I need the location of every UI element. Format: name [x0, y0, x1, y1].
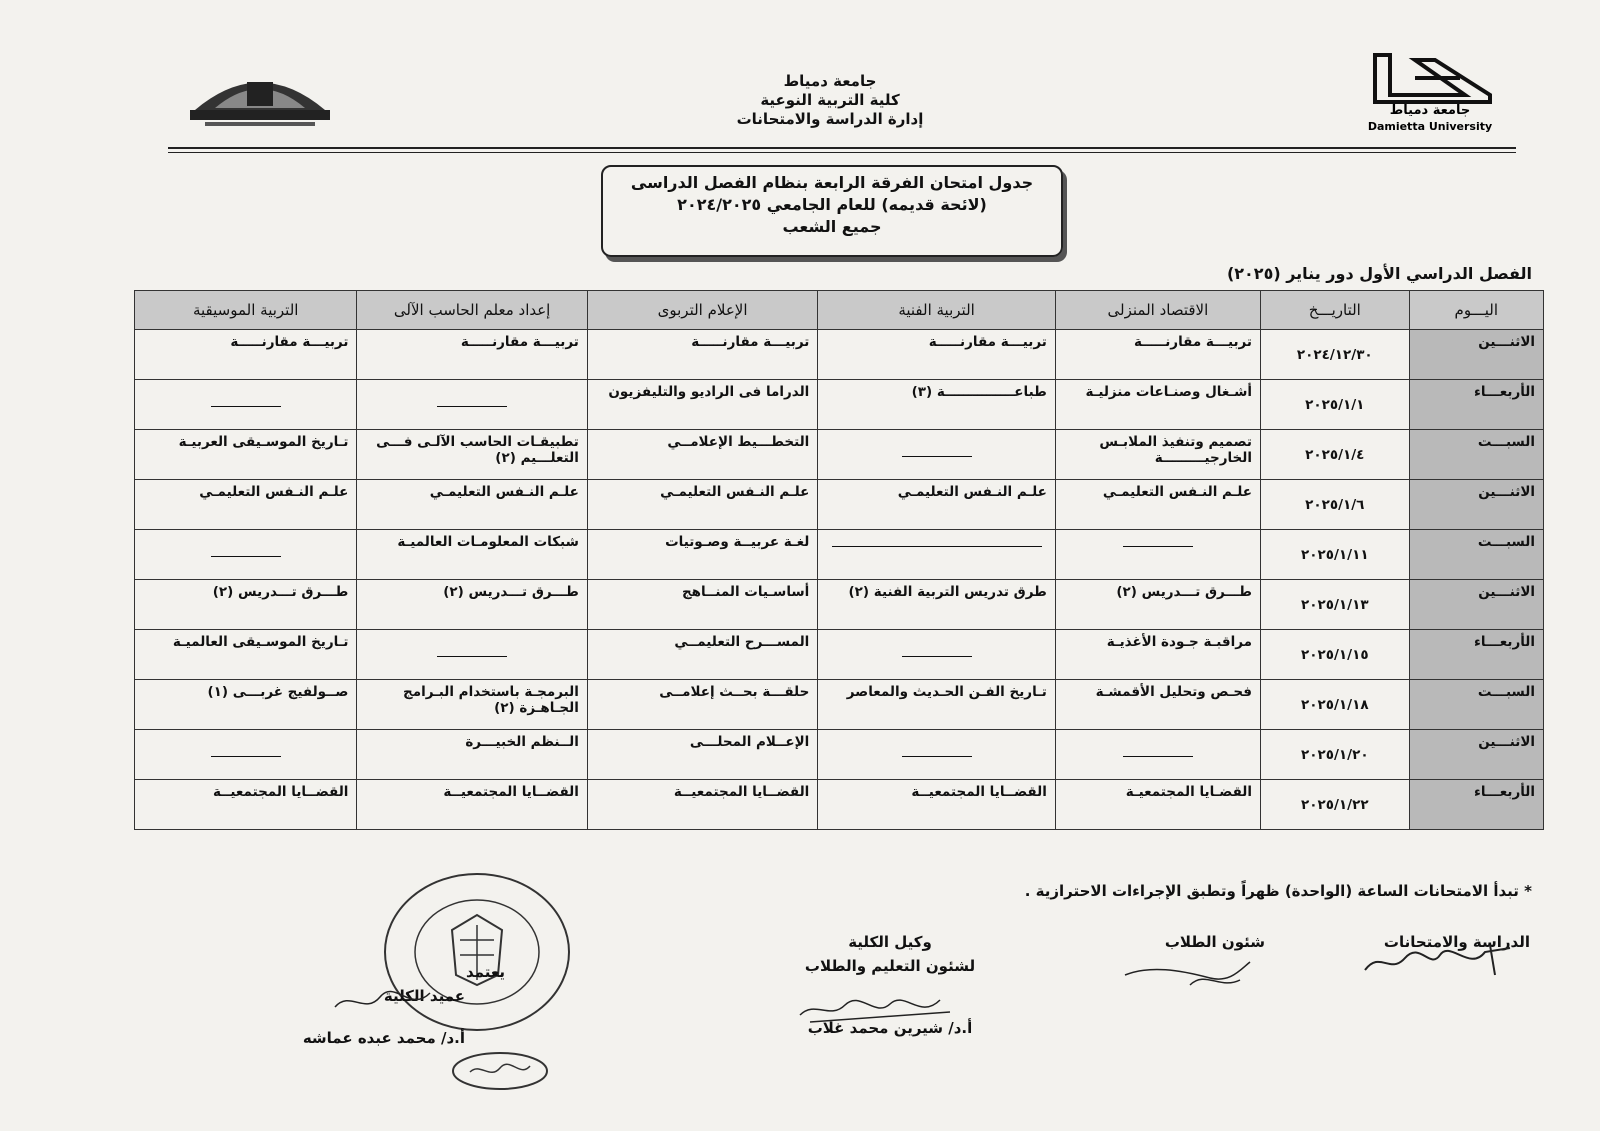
cell-media-education: أساسـيات المنــاهج: [587, 580, 817, 630]
vice-dean-title: وكيل الكلية: [848, 933, 932, 951]
table-row: [135, 630, 1544, 680]
col-header-home-economics: الاقتصاد المنزلى: [1055, 291, 1260, 330]
faculty-logo: [185, 60, 335, 135]
cell-music-education: [135, 730, 357, 780]
cell-computer-teacher: [357, 380, 587, 430]
cell-art-education: علـم النـفس التعليمـي: [818, 480, 1056, 530]
title-line-3: جميع الشعب: [782, 217, 882, 236]
cell-media-education: علـم النـفس التعليمـي: [587, 480, 817, 530]
table-header-row: [135, 291, 1544, 330]
table-row: [135, 380, 1544, 430]
col-header-music-education: التربية الموسيقية: [135, 291, 357, 330]
cell-day: الأربعـــاء: [1409, 780, 1543, 830]
reference-number-stamp: [450, 1050, 550, 1092]
department-name: إدارة الدراسة والامتحانات: [736, 110, 924, 128]
cell-home-economics: [1055, 730, 1260, 780]
table-row: [135, 530, 1544, 580]
cell-computer-teacher: الــنظم الخبيـــرة: [357, 730, 587, 780]
table-row: [135, 430, 1544, 480]
cell-day: الأربعـــاء: [1409, 380, 1543, 430]
cell-computer-teacher: تربيـــة مقارنـــــة: [357, 330, 587, 380]
empty-dash: [437, 656, 507, 657]
cell-date: ٢٠٢٥/١/١٣: [1261, 580, 1410, 630]
cell-music-education: صــولفيج غربـــى (١): [135, 680, 357, 730]
table-row: [135, 730, 1544, 780]
cell-date: ٢٠٢٥/١/١٥: [1261, 630, 1410, 680]
cell-date: ٢٠٢٥/١/٦: [1261, 480, 1410, 530]
cell-day: السبـــت: [1409, 430, 1543, 480]
col-header-art-education: التربية الفنية: [818, 291, 1056, 330]
cell-day: السبـــت: [1409, 530, 1543, 580]
empty-dash: [1123, 756, 1193, 757]
cell-media-education: تربيـــة مقارنـــــة: [587, 330, 817, 380]
cell-music-education: [135, 380, 357, 430]
empty-dash: [1123, 546, 1193, 547]
cell-date: ٢٠٢٥/١/١٨: [1261, 680, 1410, 730]
cell-art-education: تـاريخ الفـن الحـديث والمعاصر: [818, 680, 1056, 730]
cell-music-education: علـم النـفس التعليمـي: [135, 480, 357, 530]
cell-home-economics: [1055, 530, 1260, 580]
cell-art-education: [818, 430, 1056, 480]
cell-art-education: تربيـــة مقارنـــــة: [818, 330, 1056, 380]
cell-art-education: القضــايا المجتمعيــة: [818, 780, 1056, 830]
header-institution: [700, 72, 960, 129]
handwritten-signature: [330, 985, 440, 1020]
cell-day: السبـــت: [1409, 680, 1543, 730]
dean-title: عميد الكلية: [383, 987, 465, 1005]
cell-date: ٢٠٢٥/١/١١: [1261, 530, 1410, 580]
exam-time-note: * تبدأ الامتحانات الساعة (الواحدة) ظهراً وتطبق الإجراءات الاحترازية .: [1024, 882, 1532, 900]
semester-label: الفصل الدراسي الأول دور يناير (٢٠٢٥): [1226, 264, 1532, 283]
table-row: [135, 480, 1544, 530]
faculty-name: كلية التربية النوعية: [760, 91, 900, 109]
title-line-1: جدول امتحان الفرقة الرابعة بنظام الفصل الدراسى: [630, 173, 1034, 192]
table-row: [135, 330, 1544, 380]
handwritten-signature: [790, 990, 960, 1028]
cell-home-economics: علـم النـفس التعليمـي: [1055, 480, 1260, 530]
empty-dash: [902, 756, 972, 757]
table-row: [135, 680, 1544, 730]
title-line-2: (لائحة قديمه) للعام الجامعي ٢٠٢٤/٢٠٢٥: [677, 195, 987, 214]
vice-dean-subtitle: لشئون التعليم والطلاب: [804, 957, 976, 975]
cell-computer-teacher: القضــايا المجتمعيــة: [357, 780, 587, 830]
empty-dash: [437, 406, 507, 407]
empty-dash: [211, 556, 281, 557]
header-divider: [168, 147, 1516, 149]
cell-day: الاثنـــين: [1409, 580, 1543, 630]
logo-ar-text: جامعة دمياط: [1389, 103, 1471, 118]
handwritten-signature: [1360, 940, 1520, 980]
header-divider-thin: [168, 152, 1516, 153]
cell-day: الاثنـــين: [1409, 480, 1543, 530]
cell-media-education: القضــايا المجتمعيــة: [587, 780, 817, 830]
cell-date: ٢٠٢٤/١٢/٣٠: [1261, 330, 1410, 380]
cell-art-education: طرق تدريس التربية الفنية (٢): [818, 580, 1056, 630]
cell-music-education: القضــايا المجتمعيــة: [135, 780, 357, 830]
cell-home-economics: تربيـــة مقارنـــــة: [1055, 330, 1260, 380]
cell-home-economics: مراقبـة جـودة الأغذيـة: [1055, 630, 1260, 680]
empty-dash: [832, 546, 1042, 547]
cell-home-economics: تصميم وتنفيذ الملابـس الخارجيـــــــــة: [1055, 430, 1260, 480]
cell-computer-teacher: تطبيقـات الحاسب الآلـى فـــى التعلـــيم (٢): [357, 430, 587, 480]
cell-music-education: تربيـــة مقارنـــــة: [135, 330, 357, 380]
cell-music-education: تـاريخ الموسـيقى العربيـة: [135, 430, 357, 480]
cell-date: ٢٠٢٥/١/٢٠: [1261, 730, 1410, 780]
cell-computer-teacher: شبكات المعلومـات العالميـة: [357, 530, 587, 580]
cell-media-education: المســـرح التعليمــي: [587, 630, 817, 680]
cell-computer-teacher: [357, 630, 587, 680]
dean-name: أ.د/ محمد عبده عماشه: [302, 1029, 465, 1047]
cell-date: ٢٠٢٥/١/١: [1261, 380, 1410, 430]
cell-home-economics: طـــرق تـــدريس (٢): [1055, 580, 1260, 630]
empty-dash: [211, 406, 281, 407]
col-header-media-education: الإعلام التربوى: [587, 291, 817, 330]
cell-date: ٢٠٢٥/١/٢٢: [1261, 780, 1410, 830]
col-header-date: التاريـــخ: [1261, 291, 1410, 330]
cell-media-education: لغـة عربيــة وصـوتيات: [587, 530, 817, 580]
signature-student-affairs-title: شئون الطلاب: [1164, 933, 1265, 951]
damietta-university-logo: [1355, 50, 1505, 140]
cell-art-education: [818, 530, 1056, 580]
signature-studies-title: الدراسة والامتحانات: [1383, 933, 1530, 951]
cell-home-economics: القضـايا المجتمعيـة: [1055, 780, 1260, 830]
handwritten-signature: [1120, 950, 1260, 995]
cell-music-education: [135, 530, 357, 580]
table-row: [135, 780, 1544, 830]
cell-day: الاثنـــين: [1409, 330, 1543, 380]
vice-dean-name: أ.د/ شيرين محمد غلاب: [807, 1019, 973, 1037]
cell-art-education: طباعـــــــــــــــة (٣): [818, 380, 1056, 430]
cell-day: الأربعـــاء: [1409, 630, 1543, 680]
empty-dash: [902, 456, 972, 457]
cell-media-education: حلقـــة بحــث إعلامــى: [587, 680, 817, 730]
cell-music-education: طـــرق تـــدريس (٢): [135, 580, 357, 630]
cell-art-education: [818, 630, 1056, 680]
cell-date: ٢٠٢٥/١/٤: [1261, 430, 1410, 480]
cell-media-education: التخطـــيط الإعلامــي: [587, 430, 817, 480]
empty-dash: [902, 656, 972, 657]
cell-day: الاثنـــين: [1409, 730, 1543, 780]
cell-computer-teacher: طـــرق تـــدريس (٢): [357, 580, 587, 630]
dean-approve-label: يعتمد: [466, 963, 505, 981]
empty-dash: [211, 756, 281, 757]
col-header-day: اليـــوم: [1409, 291, 1543, 330]
logo-en-text: Damietta University: [1367, 120, 1493, 133]
cell-computer-teacher: البرمجـة باستخدام البـرامج الجـاهـزة (٢): [357, 680, 587, 730]
exam-title-box: [601, 165, 1063, 257]
col-header-computer-teacher: إعداد معلم الحاسب الآلى: [357, 291, 587, 330]
cell-computer-teacher: علـم النـفس التعليمـي: [357, 480, 587, 530]
cell-music-education: تـاريخ الموسـيقى العالميـة: [135, 630, 357, 680]
table-row: [135, 580, 1544, 630]
university-name: جامعة دمياط: [783, 72, 877, 90]
cell-media-education: الدراما فى الراديو والتليفزيون: [587, 380, 817, 430]
cell-art-education: [818, 730, 1056, 780]
cell-home-economics: أشـغال وصنـاعات منزليـة: [1055, 380, 1260, 430]
exam-schedule-table: [134, 290, 1544, 830]
cell-media-education: الإعــلام المحلـــى: [587, 730, 817, 780]
cell-home-economics: فحـص وتحليل الأقمشـة: [1055, 680, 1260, 730]
